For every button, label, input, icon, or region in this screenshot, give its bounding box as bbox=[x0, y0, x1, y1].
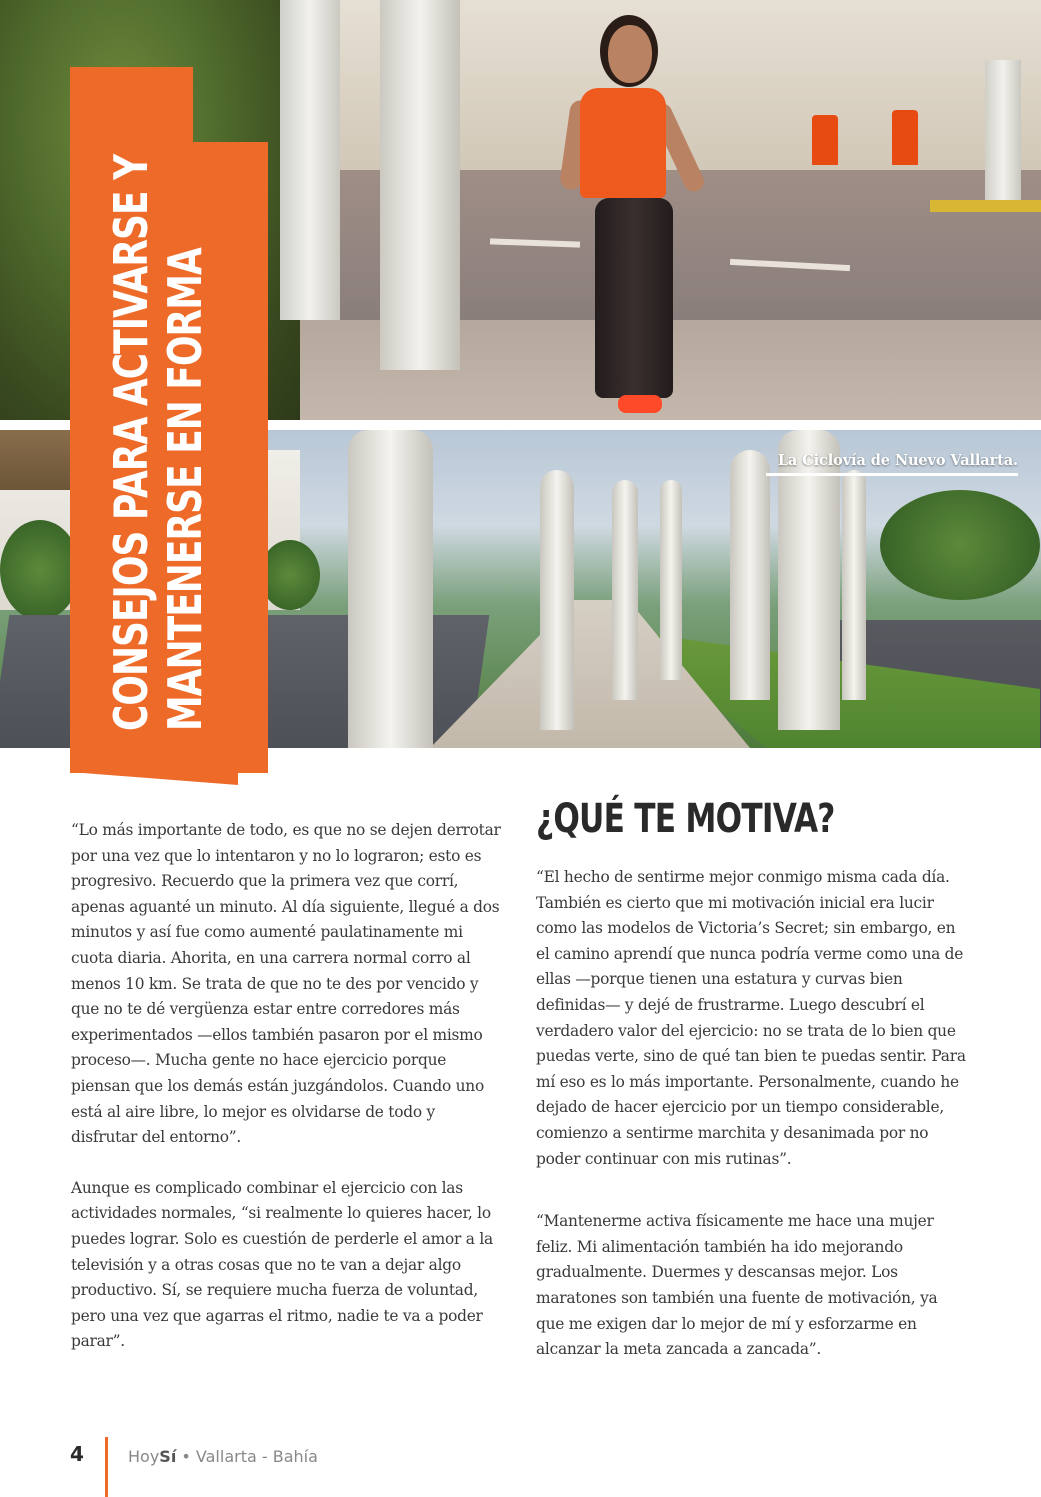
page-number: 4 bbox=[70, 1442, 84, 1466]
tree-canopy bbox=[0, 520, 80, 620]
title-banner bbox=[70, 67, 268, 785]
palm-trunk bbox=[380, 0, 460, 370]
publication-name: HoySí • Vallarta - Bahía bbox=[128, 1447, 318, 1466]
runner-figure bbox=[560, 10, 730, 420]
right-column bbox=[536, 865, 966, 1363]
traffic-cone bbox=[812, 115, 838, 165]
paragraph: “Mantenerme activa físicamente me hace una mujer feliz. Mi alimentación también ha ido mejorando gradualmente. Duermes y descansas mejor. Los maratones son también una fuente de motivación, ya que me exigen dar lo mejor de mí y esforzarme en alcanzar la meta zancada a zancada”. bbox=[536, 1212, 938, 1359]
article-title-line-1: CONSEJOS PARA ACTIVARSE Y bbox=[104, 154, 158, 731]
palm-trunk bbox=[985, 60, 1021, 200]
tree-canopy bbox=[880, 490, 1040, 600]
footer-divider bbox=[105, 1437, 108, 1497]
palm-trunk bbox=[660, 480, 682, 680]
tree-canopy bbox=[260, 540, 320, 610]
traffic-cone bbox=[892, 110, 918, 165]
article-title-line-2: MANTENERSE EN FORMA bbox=[158, 248, 212, 731]
yellow-curb bbox=[930, 200, 1041, 212]
palm-trunk bbox=[348, 430, 433, 748]
palm-trunk bbox=[280, 0, 340, 320]
palm-trunk bbox=[540, 470, 574, 730]
left-column bbox=[71, 818, 501, 1355]
section-heading: ¿QUÉ TE MOTIVA? bbox=[536, 796, 835, 842]
palm-trunk bbox=[730, 450, 770, 700]
palm-trunk bbox=[612, 480, 638, 700]
paragraph: “El hecho de sentirme mejor conmigo misma cada día. También es cierto que mi motivación inicial era lucir como las modelos de Victoria’s Secret; sin embargo, en el camino aprendí que nunca podría verme como una de ellas —porque tienen una estatura y curvas bien definidas— y dejé de frustrarme. Luego descubrí el verdadero valor del ejercicio: no se trata de lo bien que puedas verte, sino de qué tan bien te puedas sentir. Para mí eso es lo más importante. Personalmente, cuando he dejado de hacer ejercicio por un tiempo considerable, comienzo a sentirme marchita y desanimada por no poder continuar con mis rutinas”. bbox=[536, 868, 966, 1168]
article-title bbox=[104, 131, 212, 731]
palm-trunk bbox=[842, 470, 866, 700]
paragraph: Aunque es complicado combinar el ejercicio con las actividades normales, “si realmente lo quieres hacer, lo puedes lograr. Solo es cuestión de perderle el amor a la televisión y a otras cosas que no te van a dejar algo productivo. Sí, se requiere mucha fuerza de voluntad, pero una vez que agarras el ritmo, nadie te va a poder parar”. bbox=[71, 1178, 493, 1351]
paragraph: “Lo más importante de todo, es que no se dejen derrotar por una vez que lo intentaron y no lo lograron; esto es progresivo. Recuerdo que la primera vez que corrí, apenas aguanté un minuto. Al día siguiente, llegué a dos minutos y así fue como aumenté paulatinamente mi cuota diaria. Ahorita, en una carrera normal corro al menos 10 km. Se trata de que no te des por vencido y que no te dé vergüenza estar entre corredores más experimentados —ellos también pasaron por el mismo proceso—. Mucha gente no hace ejercicio porque piensan que los demás están juzgándolos. Cuando uno está al aire libre, lo mejor es olvidarse de todo y disfrutar del entorno”. bbox=[71, 821, 501, 1147]
photo-caption: La Ciclovía de Nuevo Vallarta. bbox=[766, 452, 1018, 476]
